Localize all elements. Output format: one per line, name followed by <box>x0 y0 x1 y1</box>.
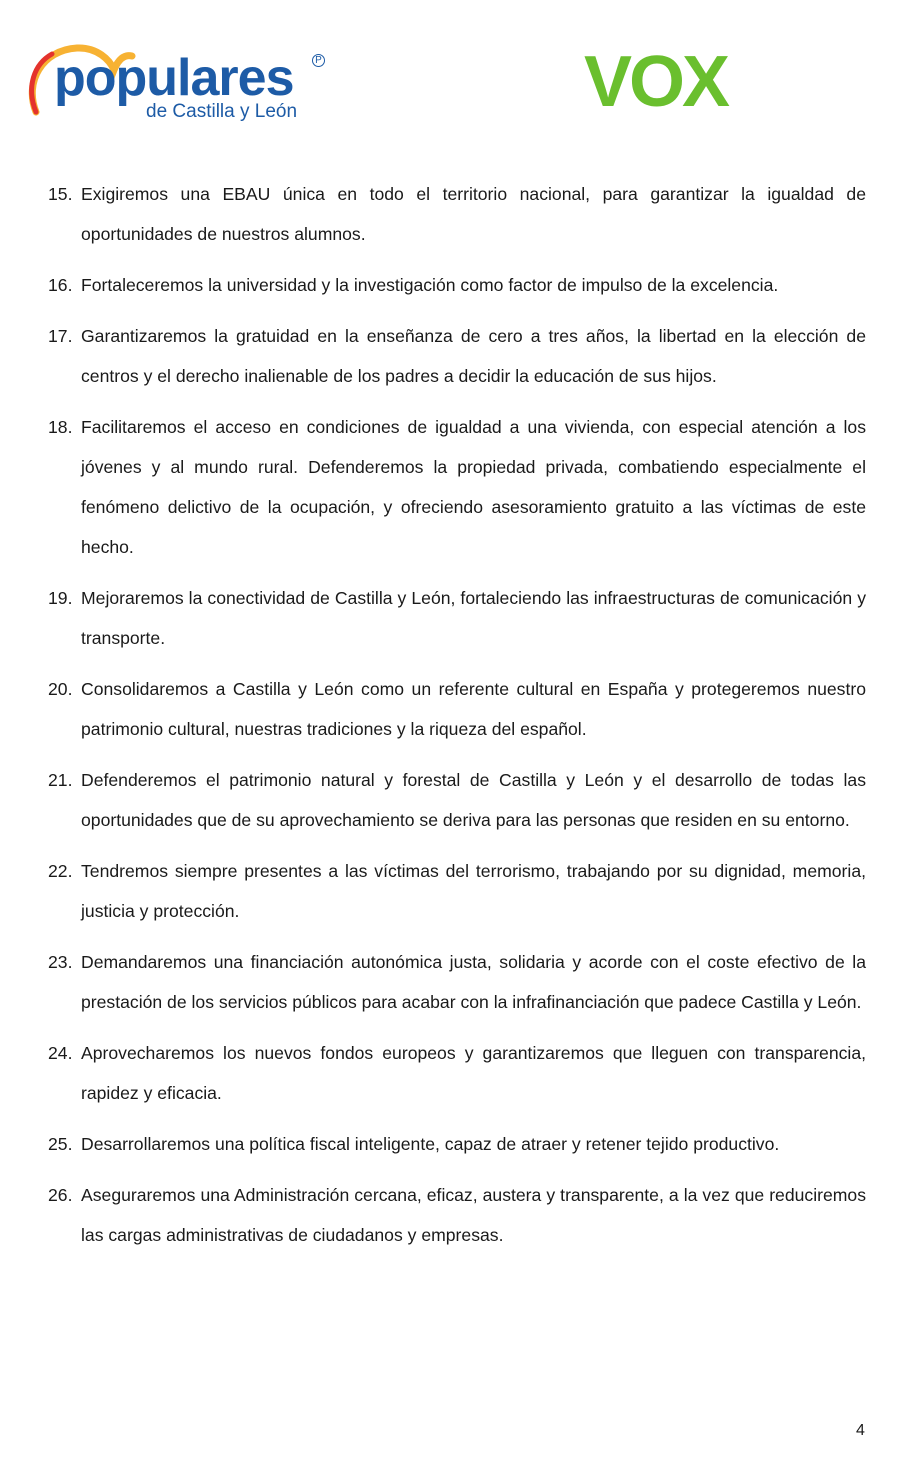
populares-logo <box>22 42 332 127</box>
item-text: Demandaremos una financiación autonómica justa, solidaria y acorde con el coste efectivo de la prestación de los servicios públicos para acabar con la infrafinanciación que padece Castilla y León. <box>81 952 866 1012</box>
list-item <box>48 316 866 396</box>
item-number: 22. <box>48 861 73 881</box>
item-text: Aseguraremos una Administración cercana, eficaz, austera y transparente, a la vez que reduciremos las cargas administrativas de ciudadanos y empresas. <box>81 1185 866 1245</box>
pp-logo-text: populares <box>54 49 294 107</box>
item-text: Facilitaremos el acceso en condiciones de igualdad a una vivienda, con especial atención a los jóvenes y al mundo rural. Defenderemos la propiedad privada, combatiendo especialmente el fenómeno delictivo de la ocupación, y ofreciendo asesoramiento gratuito a las víctimas de este hecho. <box>81 417 866 557</box>
list-item <box>48 669 866 749</box>
item-text: Garantizaremos la gratuidad en la enseñanza de cero a tres años, la libertad en la elección de centros y el derecho inalienable de los padres a decidir la educación de sus hijos. <box>81 326 866 386</box>
item-text: Exigiremos una EBAU única en todo el territorio nacional, para garantizar la igualdad de oportunidades de nuestros alumnos. <box>81 184 866 244</box>
item-number: 25. <box>48 1134 73 1154</box>
item-number: 18. <box>48 417 73 437</box>
pp-logo-subtitle: de Castilla y León <box>146 101 298 122</box>
measures-list <box>48 174 866 1266</box>
vox-logo: VOX <box>584 42 728 122</box>
item-number: 20. <box>48 679 73 699</box>
list-item <box>48 407 866 567</box>
list-item <box>48 174 866 254</box>
item-number: 23. <box>48 952 73 972</box>
item-text: Fortaleceremos la universidad y la investigación como factor de impulso de la excelencia. <box>81 275 779 295</box>
list-item <box>48 851 866 931</box>
item-number: 17. <box>48 326 73 346</box>
list-item <box>48 1033 866 1113</box>
item-number: 26. <box>48 1185 73 1205</box>
item-text: Defenderemos el patrimonio natural y forestal de Castilla y León y el desarrollo de todas las oportunidades que de su aprovechamiento se deriva para las personas que residen en su entorno. <box>81 770 866 830</box>
item-text: Tendremos siempre presentes a las víctimas del terrorismo, trabajando por su dignidad, memoria, justicia y protección. <box>81 861 866 921</box>
item-number: 16. <box>48 275 73 295</box>
item-number: 19. <box>48 588 73 608</box>
item-text: Consolidaremos a Castilla y León como un referente cultural en España y protegeremos nuestro patrimonio cultural, nuestras tradiciones y la riqueza del español. <box>81 679 866 739</box>
list-item <box>48 265 866 305</box>
registered-icon: P <box>312 54 325 67</box>
item-number: 24. <box>48 1043 73 1063</box>
item-text: Desarrollaremos una política fiscal inteligente, capaz de atraer y retener tejido productivo. <box>81 1134 780 1154</box>
list-item <box>48 760 866 840</box>
list-item <box>48 942 866 1022</box>
item-number: 15. <box>48 184 73 204</box>
list-item <box>48 1175 866 1255</box>
item-text: Aprovecharemos los nuevos fondos europeos y garantizaremos que lleguen con transparencia, rapidez y eficacia. <box>81 1043 866 1103</box>
item-text: Mejoraremos la conectividad de Castilla y León, fortaleciendo las infraestructuras de comunicación y transporte. <box>81 588 866 648</box>
list-item <box>48 578 866 658</box>
page-number: 4 <box>856 1422 865 1439</box>
list-item <box>48 1124 866 1164</box>
item-number: 21. <box>48 770 73 790</box>
